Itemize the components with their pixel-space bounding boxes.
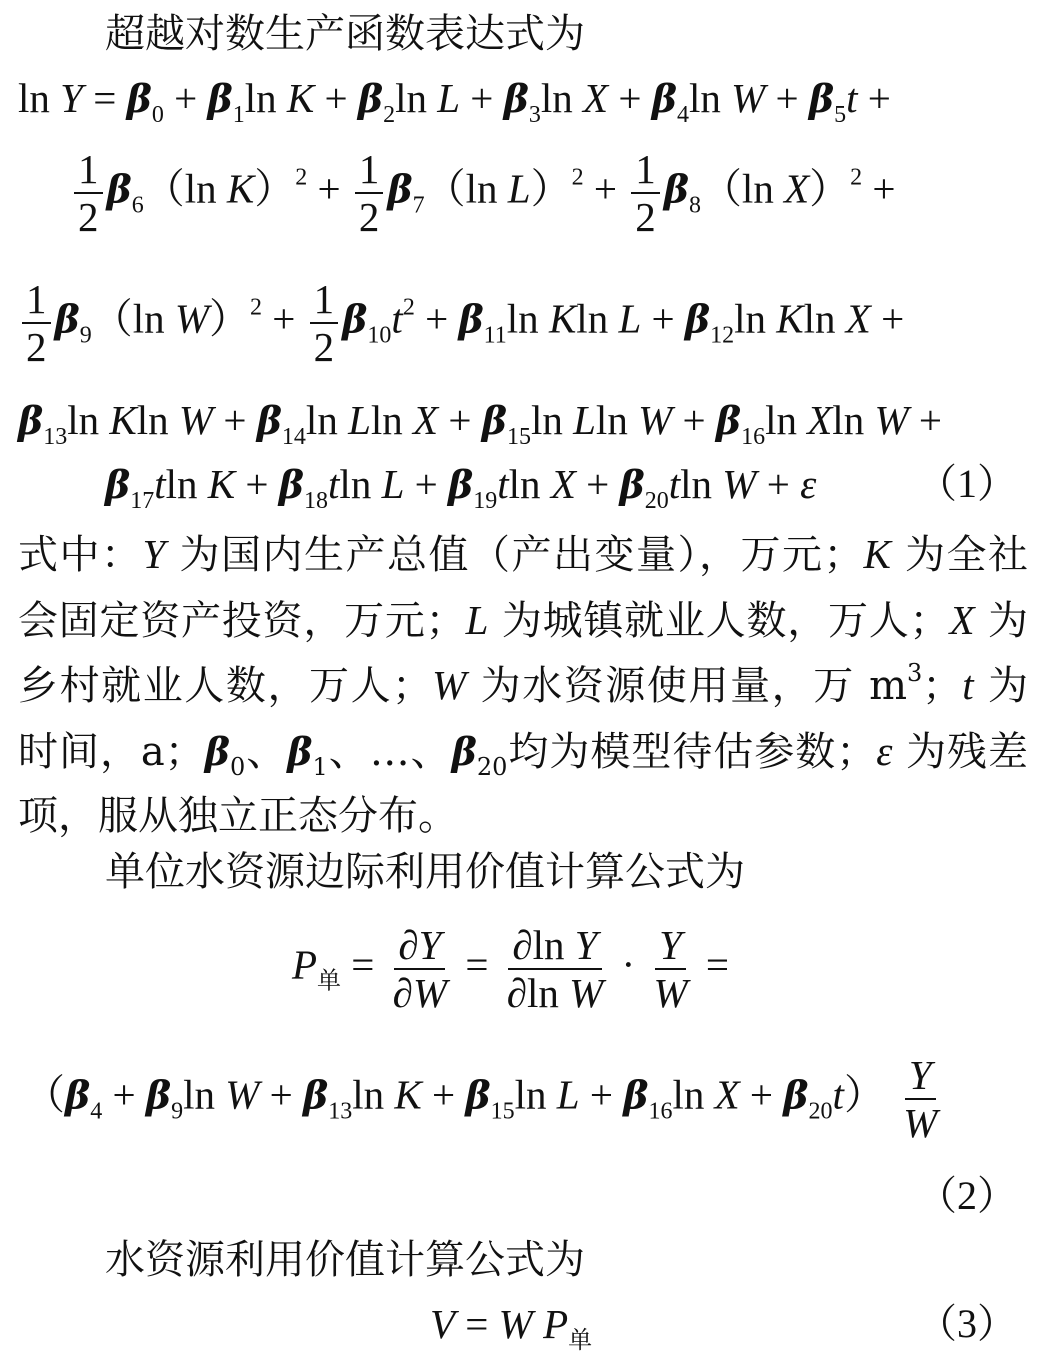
intro-total-value: 水资源利用价值计算公式为 (105, 1237, 585, 1283)
definitions-paragraph: 式中：Y 为国内生产总值（产出变量），万元；K 为全社会固定资产投资，万元；L 为城镇就业人数，万人；X 为乡村就业人数，万人；W 为水资源使用量，万 $m^3$；t 为时间，a；$\beta_0$、$\beta_1$、…、$\beta_{20}$均为模型待估参数；ε 为残差项，服从独立正态分布。 (18, 531, 1029, 839)
eq1-line-5: $\beta_{17}tln$ $K + \beta_{18}tln$ $L + \beta_{19}tln$ $X + \beta_{20}tln$ W + ε (105, 461, 817, 514)
intro-marginal-value: 单位水资源边际利用价值计算公式为 (105, 849, 745, 895)
p-subscript: 单 (317, 968, 342, 995)
def-K: 为全社会固定资产投资，万元； (18, 532, 1029, 644)
eq1-line-1: $\ln Y = \beta_0 + \beta_1\ln$ $K + \beta_2\ln$ $L + \beta_3\ln$ $X + \beta_4\ln$ $W + \beta_5t$ + (18, 75, 891, 128)
eq2-number: （2） (917, 1173, 1017, 1218)
def-prefix: 式中： (18, 532, 143, 578)
def-X: 为乡村就业人数，万人； (18, 597, 1029, 709)
eq1-line-4: $\beta_{13}\ln$ Kln $W + \beta_{14}\ln$ Lln $X + \beta_{15}\ln$ Lln $W + \beta_{16}\ln$ Xln W + (18, 397, 942, 450)
def-eps: 为残差项，服从独立正态分布。 (18, 728, 1029, 839)
eq3-number: （3） (917, 1301, 1017, 1346)
def-t: 为时间，a； (18, 663, 1028, 775)
def-L: 为城镇就业人数，万人； (501, 597, 950, 644)
def-W: 为水资源使用量，万 m (480, 663, 908, 709)
intro-translog: 超越对数生产函数表达式为 (105, 11, 585, 57)
eq1-number: （1） (917, 461, 1017, 506)
eq3: V = W $P_单$ (430, 1301, 593, 1354)
eq2-line-1: $P_单$ = $\frac{\partial Y}{\partial W}$ = $\frac{\text{∂ln Y}}{\text{∂ln W}}$ · $\frac{Y}{W}$ = (292, 922, 729, 1016)
p-subscript-eq3: 单 (568, 1328, 593, 1354)
def-beta: 均为模型待估参数； (507, 728, 877, 775)
def-Y: 为国内生产总值（产出变量），万元； (179, 532, 864, 578)
eq2-line-2: （$\beta_4 + \beta_9\ln$ $W + \beta_{13}\ln$ $K + \beta_{15}\ln$ $L + \beta_{16}\ln$ $X + \beta_{20}t$） $\frac{Y}{W}$ (24, 1052, 938, 1146)
eq1-line-2: $\frac{1}{2}$ $\beta_6(\ln$ K）$^2$ + $\frac{1}{2}$ $\beta_7(\ln$ L）$^2$ + $\frac{1}{2}$ $\beta_8(\ln$ X）$^2$ + (70, 146, 896, 240)
eq1-line-3: $\frac{1}{2}$ $\beta_9(\ln$ W）$^2$ + $\frac{1}{2}$ $\beta_{10}t^2 + \beta_{11}\ln$ Kln $L + \beta_{12}\ln$ Kln X + (18, 276, 904, 370)
